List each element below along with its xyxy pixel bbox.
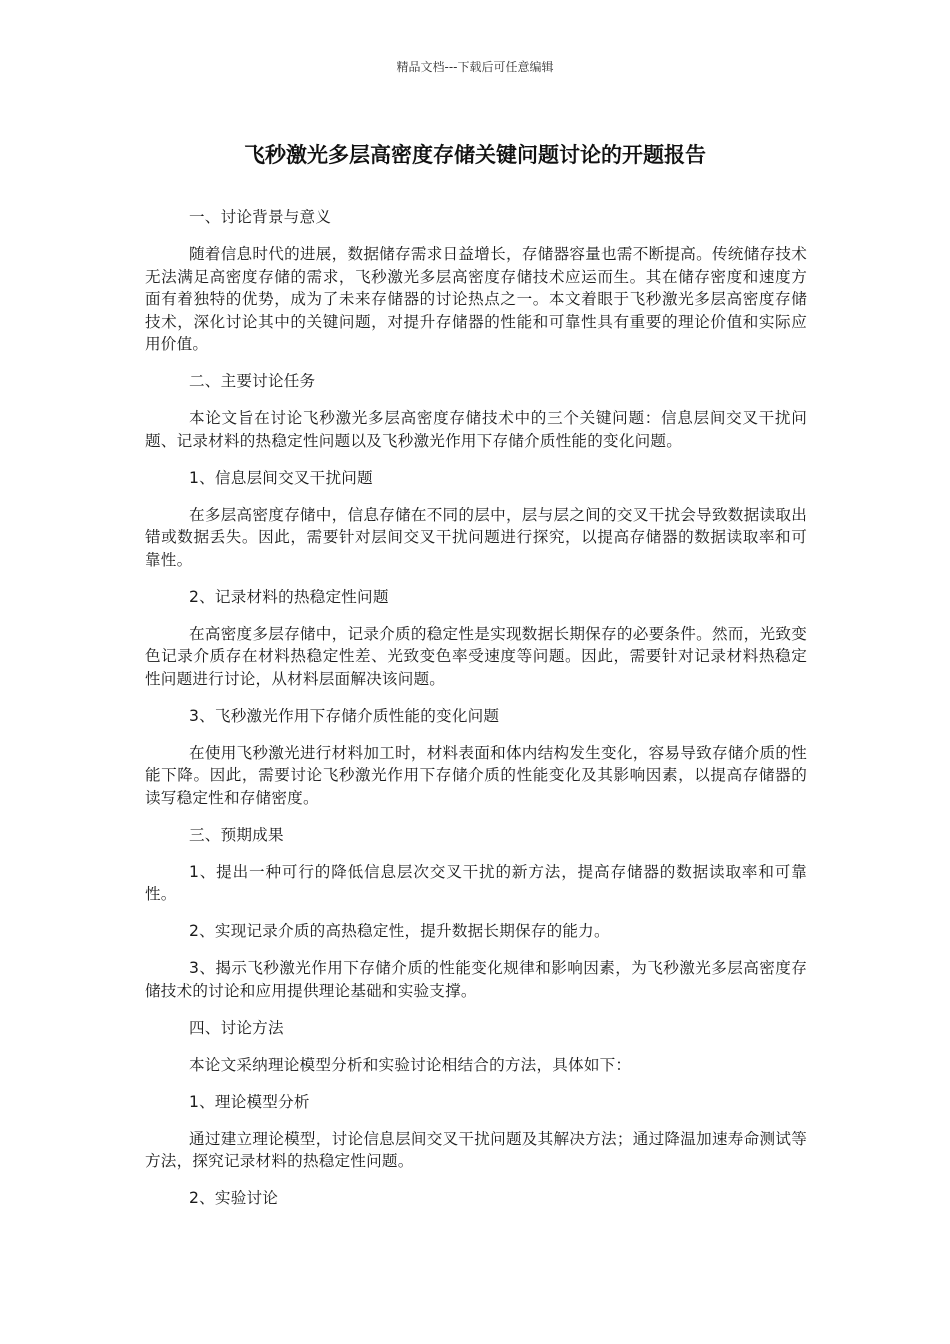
body-paragraph: 在多层高密度存储中，信息存储在不同的层中，层与层之间的交叉干扰会导致数据读取出错或数据丢失。因此，需要针对层间交叉干扰问题进行探究，以提高存储器的数据读取率和可靠性。 bbox=[145, 505, 807, 569]
body-paragraph: 在高密度多层存储中，记录介质的稳定性是实现数据长期保存的必要条件。然而，光致变色记录介质存在材料热稳定性差、光致变色率受速度等问题。因此，需要针对记录材料热稳定性问题进行讨论，从材料层面解决该问题。 bbox=[145, 624, 807, 688]
body-paragraph: 本论文旨在讨论飞秒激光多层高密度存储技术中的三个关键问题：信息层间交叉干扰问题、记录材料的热稳定性问题以及飞秒激光作用下存储介质性能的变化问题。 bbox=[145, 409, 807, 450]
body-paragraph: 通过建立理论模型，讨论信息层间交叉干扰问题及其解决方法；通过降温加速寿命测试等方法，探究记录材料的热稳定性问题。 bbox=[145, 1129, 807, 1170]
subsection-heading: 3、飞秒激光作用下存储介质性能的变化问题 bbox=[189, 706, 500, 725]
section-heading: 四、讨论方法 bbox=[189, 1018, 284, 1037]
body-paragraph: 在使用飞秒激光进行材料加工时，材料表面和体内结构发生变化，容易导致存储介质的性能下降。因此，需要讨论飞秒激光作用下存储介质的性能变化及其影响因素，以提高存储器的读写稳定性和存储密度。 bbox=[145, 743, 807, 807]
document-title: 飞秒激光多层高密度存储关键问题讨论的开题报告 bbox=[244, 143, 706, 167]
subsection-heading: 1、理论模型分析 bbox=[189, 1092, 310, 1111]
body-paragraph: 随着信息时代的进展，数据储存需求日益增长，存储器容量也需不断提高。传统储存技术无法满足高密度存储的需求，飞秒激光多层高密度存储技术应运而生。其在储存密度和速度方面有着独特的优势，成为了未来存储器的讨论热点之一。本文着眼于飞秒激光多层高密度存储技术，深化讨论其中的关键问题，对提升存储器的性能和可靠性具有重要的理论价值和实际应用价值。 bbox=[145, 245, 807, 353]
section-heading: 三、预期成果 bbox=[189, 825, 284, 844]
section-heading: 一、讨论背景与意义 bbox=[189, 208, 332, 226]
list-paragraph: 1、提出一种可行的降低信息层次交叉干扰的新方法，提高存储器的数据读取率和可靠性。 bbox=[145, 862, 807, 903]
subsection-heading: 1、信息层间交叉干扰问题 bbox=[189, 468, 373, 487]
header-note: 精品文档---下载后可任意编辑 bbox=[396, 60, 554, 74]
subsection-heading: 2、实验讨论 bbox=[189, 1189, 279, 1207]
list-paragraph: 3、揭示飞秒激光作用下存储介质的性能变化规律和影响因素，为飞秒激光多层高密度存储技术的讨论和应用提供理论基础和实验支撑。 bbox=[145, 959, 807, 1000]
subsection-heading: 2、记录材料的热稳定性问题 bbox=[189, 587, 389, 606]
document-body bbox=[145, 206, 807, 1224]
body-paragraph: 本论文采纳理论模型分析和实验讨论相结合的方法，具体如下： bbox=[189, 1055, 632, 1074]
section-heading: 二、主要讨论任务 bbox=[189, 372, 316, 390]
list-paragraph: 2、实现记录介质的高热稳定性，提升数据长期保存的能力。 bbox=[189, 922, 610, 940]
